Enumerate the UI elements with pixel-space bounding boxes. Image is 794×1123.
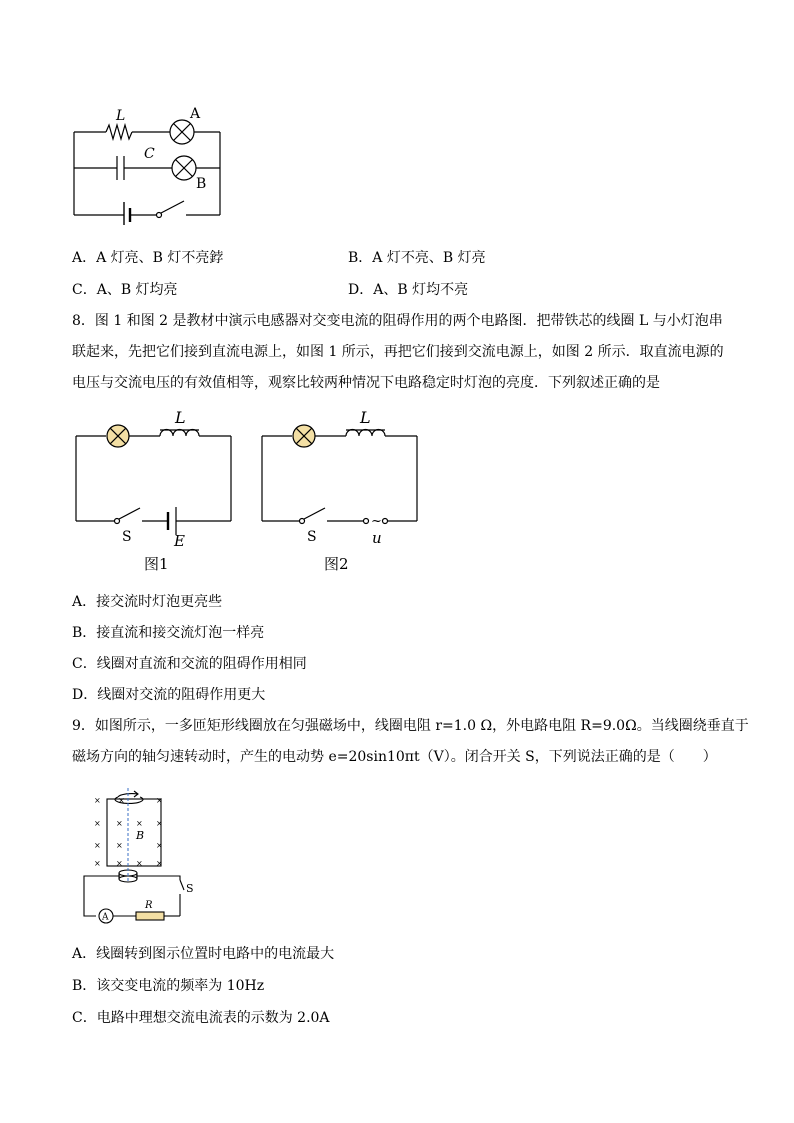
q8-fig2-label-S: S (307, 529, 317, 545)
q8-figure-2 (252, 404, 432, 576)
q9-rotating-coil-diagram (76, 786, 206, 926)
q7-label-B: B (196, 176, 207, 192)
field-mark: × (94, 841, 101, 850)
q7-label-L: L (116, 108, 126, 124)
field-mark: × (156, 819, 163, 828)
field-mark: × (156, 796, 163, 805)
q8-option-d: D．线圈对交流的阻碍作用更大 (72, 687, 266, 703)
q8-stem-line-2: 联起来，先把它们接到直流电源上，如图 1 所示，再把它们接到交流电源上，如图 2 所示．取直流电源的 (72, 344, 724, 360)
q7-option-a: A．A 灯亮、B 灯不亮鋍 (72, 250, 224, 266)
q9-option-b: B．该交变电流的频率为 10Hz (72, 978, 265, 994)
field-mark: × (116, 841, 123, 850)
field-mark: × (136, 819, 143, 828)
q8-stem-line-3: 电压与交流电压的有效值相等，观察比较两种情况下电路稳定时灯泡的亮度．下列叙述正确的是 (72, 375, 660, 391)
q8-option-c: C．线圈对直流和交流的阻碍作用相同 (72, 656, 307, 672)
field-mark: × (94, 796, 101, 805)
q8-fig2-label-u: u (372, 529, 382, 547)
q8-stem-line-1: 8．图 1 和图 2 是教材中演示电感器对交变电流的阻碍作用的两个电路图．把带铁芯的线圈 L 与小灯泡串 (72, 313, 723, 329)
q9-label-R: R (145, 900, 153, 911)
q8-fig1-label-S: S (122, 529, 132, 545)
q7-option-c: C．A、B 灯均亮 (72, 282, 178, 298)
field-mark: × (116, 819, 123, 828)
q8-option-b: B．接直流和接交流灯泡一样亮 (72, 625, 265, 641)
q9-stem-line-2: 磁场方向的轴匀速转动时，产生的电动势 e=20sin10πt（V）。闭合开关 S，下列说法正确的是（ ） (72, 749, 717, 765)
field-mark: × (156, 859, 163, 868)
q7-label-C: C (144, 146, 155, 162)
q9-option-c: C．电路中理想交流电流表的示数为 2.0A (72, 1010, 330, 1026)
q9-option-a: A．线圈转到图示位置时电路中的电流最大 (72, 946, 335, 962)
q8-figure-1 (66, 404, 246, 576)
magnetic-field-marks (94, 796, 163, 868)
q8-fig1-caption: 图1 (144, 555, 169, 573)
q9-label-B: B (136, 829, 145, 842)
q7-label-A: A (190, 106, 201, 122)
field-mark: × (136, 859, 143, 868)
field-mark: × (116, 859, 123, 868)
q7-circuit-diagram (60, 100, 240, 225)
field-mark: × (94, 859, 101, 868)
field-mark: × (156, 841, 163, 850)
q8-fig2-caption: 图2 (324, 555, 349, 573)
q8-fig2-label-L: L (360, 408, 371, 427)
q9-ammeter-label: A (102, 912, 109, 923)
q8-fig1-label-L: L (175, 408, 186, 427)
field-mark: × (94, 819, 101, 828)
q9-label-S: S (186, 882, 194, 895)
q7-option-b: B．A 灯不亮、B 灯亮 (348, 250, 486, 266)
q8-fig2-tilde: ~ (371, 514, 382, 529)
q8-option-a: A．接交流时灯泡更亮些 (72, 594, 223, 610)
q7-option-d: D．A、B 灯均不亮 (348, 282, 469, 298)
q8-fig1-label-E: E (174, 532, 185, 550)
q9-stem-line-1: 9．如图所示，一多匝矩形线圈放在匀强磁场中，线圈电阻 r=1.0 Ω，外电路电阻 R=9.0Ω。当线圈绕垂直于 (72, 718, 749, 734)
field-mark: × (118, 796, 125, 805)
